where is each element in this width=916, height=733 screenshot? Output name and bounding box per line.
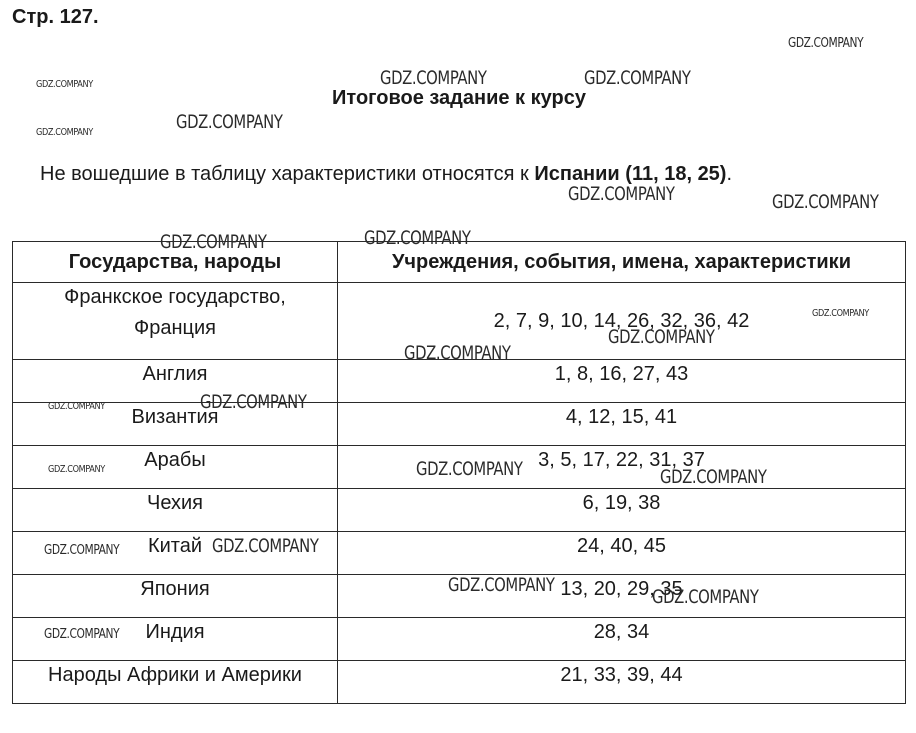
table-row <box>13 618 906 661</box>
state-cell: Индия <box>13 618 338 661</box>
items-cell: 24, 40, 45 <box>338 532 906 575</box>
watermark: GDZ.COMPANY <box>212 535 319 557</box>
watermark: GDZ.COMPANY <box>176 111 283 133</box>
watermark: GDZ.COMPANY <box>652 586 759 608</box>
state-name-line2: Франция <box>134 317 216 339</box>
table-row <box>13 532 906 575</box>
watermark: GDZ.COMPANY <box>160 231 267 253</box>
page-number: Стр. 127. <box>12 6 99 28</box>
watermark: GDZ.COMPANY <box>416 458 523 480</box>
items-cell: 28, 34 <box>338 618 906 661</box>
header-items: Учреждения, события, имена, характеристики <box>338 242 906 283</box>
state-cell: Китай <box>13 532 338 575</box>
watermark: GDZ.COMPANY <box>812 308 869 319</box>
state-cell: Англия <box>13 360 338 403</box>
watermark: GDZ.COMPANY <box>44 543 120 558</box>
items-cell: 3, 5, 17, 22, 31, 37 <box>338 446 906 489</box>
intro-text: Не вошедшие в таблицу характеристики относятся к <box>40 163 535 185</box>
items-cell: 21, 33, 39, 44 <box>338 661 906 704</box>
state-cell: Арабы <box>13 446 338 489</box>
watermark: GDZ.COMPANY <box>772 191 879 213</box>
watermark: GDZ.COMPANY <box>448 574 555 596</box>
watermark: GDZ.COMPANY <box>660 466 767 488</box>
watermark: GDZ.COMPANY <box>380 67 487 89</box>
watermark: GDZ.COMPANY <box>36 79 93 90</box>
watermark: GDZ.COMPANY <box>608 326 715 348</box>
state-cell: Япония <box>13 575 338 618</box>
watermark: GDZ.COMPANY <box>404 342 511 364</box>
items-cell: 2, 7, 9, 10, 14, 26, 32, 36, 42 <box>338 283 906 360</box>
watermark: GDZ.COMPANY <box>788 36 864 51</box>
watermark: GDZ.COMPANY <box>36 127 93 138</box>
items-cell: 4, 12, 15, 41 <box>338 403 906 446</box>
state-cell: Чехия <box>13 489 338 532</box>
header-states: Государства, народы <box>13 242 338 283</box>
items-cell: 1, 8, 16, 27, 43 <box>338 360 906 403</box>
watermark: GDZ.COMPANY <box>48 464 105 475</box>
table-row <box>13 360 906 403</box>
watermark: GDZ.COMPANY <box>44 627 120 642</box>
table-row <box>13 661 906 704</box>
intro-bold: Испании (11, 18, 25) <box>534 163 727 185</box>
watermark: GDZ.COMPANY <box>48 401 105 412</box>
table-row <box>13 403 906 446</box>
page-title: Итоговое задание к курсу <box>332 87 586 109</box>
state-cell <box>13 283 338 360</box>
state-name: Франкское государство, <box>64 286 286 308</box>
watermark: GDZ.COMPANY <box>568 183 675 205</box>
state-cell: Византия <box>13 403 338 446</box>
watermark: GDZ.COMPANY <box>200 391 307 413</box>
state-cell: Народы Африки и Америки <box>13 661 338 704</box>
watermark: GDZ.COMPANY <box>584 67 691 89</box>
items-cell: 13, 20, 29, 35 <box>338 575 906 618</box>
items-cell: 6, 19, 38 <box>338 489 906 532</box>
table-row <box>13 489 906 532</box>
intro-end: . <box>726 163 733 185</box>
watermark: GDZ.COMPANY <box>364 227 471 249</box>
